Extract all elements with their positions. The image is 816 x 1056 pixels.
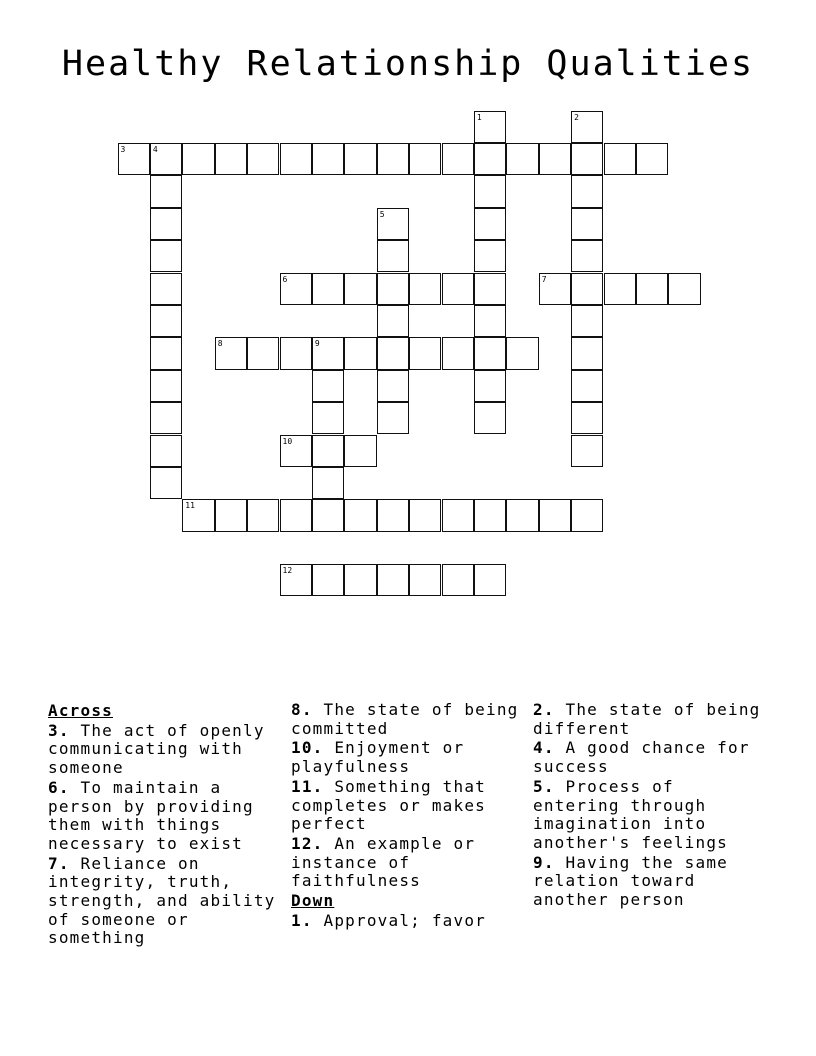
grid-cell[interactable] [312,337,344,369]
cell-number: 10 [282,436,293,446]
cell-number: 4 [152,144,158,154]
grid-cell[interactable] [150,208,182,240]
grid-cell[interactable] [539,499,571,531]
grid-cell[interactable] [506,337,538,369]
grid-cell[interactable] [280,143,312,175]
grid-cell[interactable] [377,143,409,175]
grid-cell[interactable] [409,143,441,175]
grid-cell[interactable] [150,273,182,305]
grid-cell[interactable] [377,240,409,272]
grid-cell[interactable] [636,143,668,175]
clue-down-5: 5. Process of entering through imagination into another's feelings [533,776,728,852]
grid-cell[interactable] [636,273,668,305]
grid-cell[interactable] [442,499,474,531]
clue-down-9: 9. Having the same relation toward another person [533,852,729,910]
grid-cell[interactable] [474,337,506,369]
clue-down-1: 1. Approval; favor [291,910,487,930]
grid-cell[interactable] [474,208,506,240]
grid-cell[interactable] [409,499,441,531]
grid-cell[interactable] [312,402,344,434]
grid-cell[interactable] [344,273,376,305]
grid-cell[interactable] [150,143,182,175]
grid-cell[interactable] [312,564,344,596]
grid-cell[interactable] [150,175,182,207]
grid-cell[interactable] [377,402,409,434]
grid-cell[interactable] [280,564,312,596]
grid-cell[interactable] [474,305,506,337]
grid-cell[interactable] [118,143,150,175]
cell-number: 11 [185,501,195,511]
clue-across-12: 12. An example or instance of faithfulness [291,833,476,891]
grid-cell[interactable] [571,240,603,272]
cell-number: 5 [379,209,385,219]
grid-cell[interactable] [312,467,344,499]
grid-cell[interactable] [506,499,538,531]
grid-cell[interactable] [215,499,247,531]
grid-cell[interactable] [280,273,312,305]
grid-cell[interactable] [377,273,409,305]
cell-number: 1 [476,112,482,122]
grid-cell[interactable] [571,370,603,402]
grid-cell[interactable] [409,337,441,369]
grid-cell[interactable] [344,143,376,175]
clues-column-3 [533,701,769,911]
grid-cell[interactable] [571,305,603,337]
clue-across-11: 11. Something that completes or makes perfect [291,776,487,834]
grid-cell[interactable] [312,435,344,467]
grid-cell[interactable] [571,435,603,467]
grid-cell[interactable] [247,337,279,369]
grid-cell[interactable] [442,143,474,175]
puzzle-title: Healthy Relationship Qualities [61,44,755,84]
grid-cell[interactable] [377,305,409,337]
grid-cell[interactable] [150,435,182,467]
grid-cell[interactable] [150,402,182,434]
across-heading: Across [48,701,113,720]
grid-cell[interactable] [571,143,603,175]
grid-cell[interactable] [474,111,506,143]
grid-cell[interactable] [280,499,312,531]
grid-cell[interactable] [442,337,474,369]
clue-across-7: 7. Reliance on integrity, truth, strength, and ability of someone or something [48,853,276,948]
clue-across-8: 8. The state of being committed [291,700,519,738]
grid-cell[interactable] [377,208,409,240]
clues-column-1 [48,701,284,949]
grid-cell[interactable] [247,499,279,531]
grid-cell[interactable] [474,370,506,402]
grid-cell[interactable] [377,337,409,369]
grid-cell[interactable] [539,273,571,305]
cell-number: 7 [541,274,547,284]
grid-cell[interactable] [280,435,312,467]
cell-number: 6 [282,274,288,284]
cell-number: 2 [574,112,579,122]
grid-cell[interactable] [344,435,376,467]
grid-cell[interactable] [409,273,441,305]
grid-cell[interactable] [344,564,376,596]
grid-cell[interactable] [474,143,506,175]
down-heading: Down [291,891,335,911]
grid-cell[interactable] [539,143,571,175]
grid-cell[interactable] [474,273,506,305]
grid-cell[interactable] [312,143,344,175]
clue-down-2: 2. The state of being different [533,700,761,738]
grid-cell[interactable] [604,143,636,175]
grid-cell[interactable] [604,273,636,305]
clue-across-6: 6. To maintain a person by providing them with things necessary to exist [48,777,254,853]
grid-cell[interactable] [442,273,474,305]
grid-cell[interactable] [668,273,700,305]
grid-cell[interactable] [280,337,312,369]
grid-cell[interactable] [571,273,603,305]
grid-cell[interactable] [571,208,603,240]
grid-cell[interactable] [377,370,409,402]
grid-cell[interactable] [344,337,376,369]
clue-across-3: 3. The act of openly communicating with someone [48,720,265,778]
grid-cell[interactable] [150,370,182,402]
cell-number: 8 [217,339,223,349]
grid-cell[interactable] [474,564,506,596]
grid-cell[interactable] [442,564,474,596]
grid-cell[interactable] [247,143,279,175]
cell-number: 12 [282,566,293,576]
grid-cell[interactable] [182,499,214,531]
grid-cell[interactable] [474,402,506,434]
clue-down-4: 4. A good chance for success [533,738,750,777]
grid-cell[interactable] [312,370,344,402]
grid-cell[interactable] [182,143,214,175]
grid-cell[interactable] [571,111,603,143]
clues-column-2 [291,701,527,931]
grid-cell[interactable] [377,499,409,531]
grid-cell[interactable] [312,273,344,305]
grid-cell[interactable] [474,240,506,272]
grid-cell[interactable] [571,175,603,207]
grid-cell[interactable] [344,499,376,531]
grid-cell[interactable] [474,499,506,531]
grid-cell[interactable] [571,499,603,531]
grid-cell[interactable] [150,467,182,499]
clue-across-10: 10. Enjoyment or playfulness [291,738,465,777]
grid-cell[interactable] [215,337,247,369]
grid-cell[interactable] [506,143,538,175]
grid-cell[interactable] [150,337,182,369]
cell-number: 9 [314,339,320,349]
grid-cell[interactable] [409,564,441,596]
grid-cell[interactable] [474,175,506,207]
grid-cell[interactable] [312,499,344,531]
grid-cell[interactable] [571,402,603,434]
cell-number: 3 [120,144,126,154]
grid-cell[interactable] [150,305,182,337]
grid-cell[interactable] [150,240,182,272]
grid-cell[interactable] [571,337,603,369]
grid-cell[interactable] [377,564,409,596]
grid-cell[interactable] [215,143,247,175]
